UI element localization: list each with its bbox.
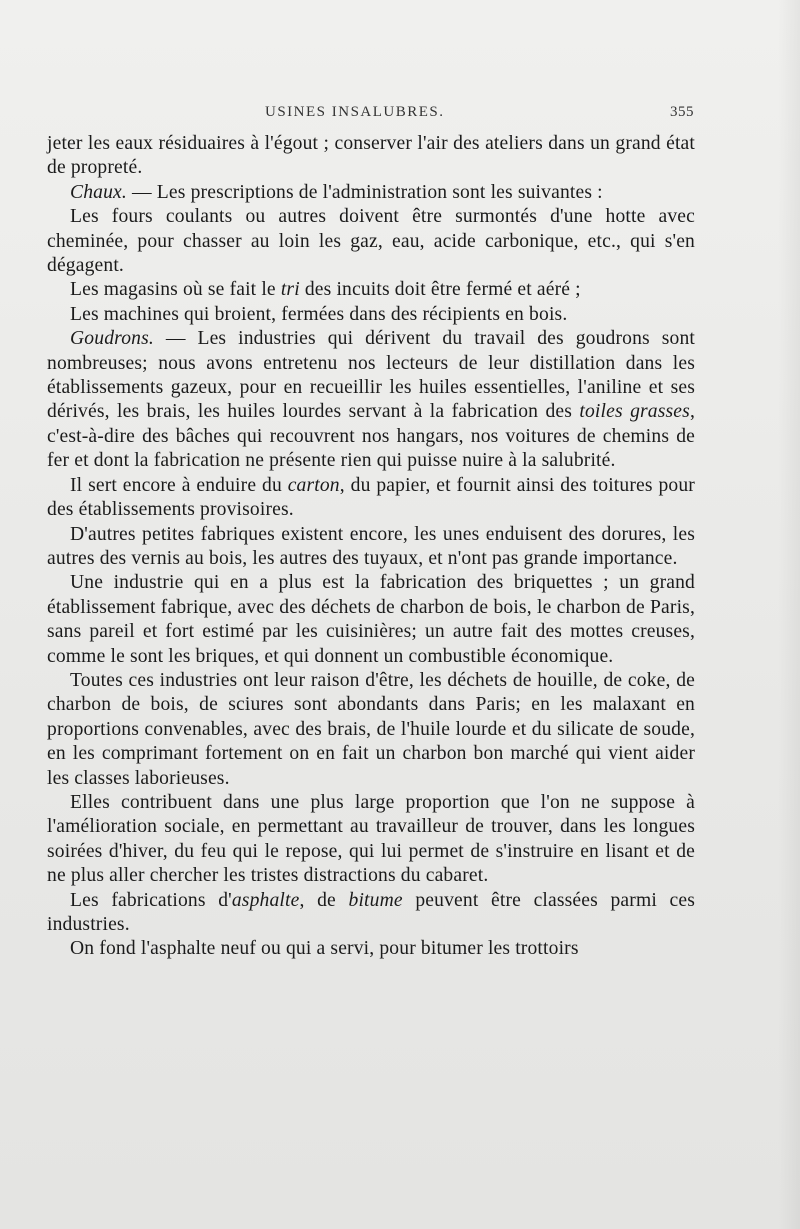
text-run: — Les industries qui dérivent du travail des goudrons sont nombreuses; nous avons entretenu nos lecteurs de leur distillation dans les établissements gazeux, pour en recueillir les huiles essentielles, l'aniline et ses dérivés, les brais, les huiles lourdes servant à la fabrication des xyxy=(47,328,695,423)
text-run: Les fabrications d' xyxy=(70,889,232,911)
text-run: Les machines qui broient, fermées dans des récipients en bois. xyxy=(70,303,568,325)
text-run: jeter les eaux résiduaires à l'égout ; conserver l'air des ateliers dans un grand état de propreté. xyxy=(47,133,695,179)
page-number: 355 xyxy=(670,104,694,120)
running-title: USINES INSALUBRES. xyxy=(265,104,445,120)
paragraph xyxy=(47,523,695,572)
text-run: Elles contribuent dans une plus large proportion que l'on ne suppose à l'amélioration sociale, en permettant au travailleur de trouver, dans les longues soirées d'hiver, du feu qui le repose, qui lui permet de s'instruire en lisant et de ne plus aller chercher les tristes distractions du cabaret. xyxy=(47,791,695,887)
text-run: Les magasins où se fait le xyxy=(70,279,281,301)
text-run: , du papier, et fournit ainsi des toitures pour des établissements provisoires. xyxy=(47,474,695,521)
paragraph xyxy=(47,669,695,791)
paragraph xyxy=(47,889,695,938)
text-run: D'autres petites fabriques existent encore, les unes enduisent des dorures, les autres des vernis au bois, les autres des tuyaux, et n'ont pas grande importance. xyxy=(47,523,695,569)
paragraph xyxy=(47,571,695,669)
text-run: des incuits doit être fermé et aéré ; xyxy=(299,279,581,301)
paragraph xyxy=(47,791,695,889)
paragraph xyxy=(47,474,695,523)
italic-text: asphalte xyxy=(231,889,300,911)
text-run: On fond l'asphalte neuf ou qui a servi, pour bitumer les trottoirs xyxy=(70,938,579,960)
italic-text: carton xyxy=(287,474,340,496)
paragraph xyxy=(47,132,695,181)
italic-text: Goudrons. xyxy=(70,328,154,350)
paragraph xyxy=(47,937,695,961)
paragraph xyxy=(47,181,695,205)
paragraph xyxy=(47,205,695,278)
text-run: Une industrie qui en a plus est la fabrication des briquettes ; un grand établissement fabrique, avec des déchets de charbon de bois, le charbon de Paris, sans pareil et fort estimé par les cuisinières; un autre fait des mottes creuses, comme le sont les briques, et qui donnent un combustible économique. xyxy=(47,572,695,667)
paragraph xyxy=(47,303,695,327)
text-run: — Les prescriptions de l'administration sont les suivantes : xyxy=(126,181,603,203)
paragraph xyxy=(47,278,695,302)
body-text xyxy=(47,132,695,962)
text-run: , de xyxy=(299,889,349,911)
italic-text: tri xyxy=(280,279,300,301)
italic-text: toiles grasses xyxy=(579,401,690,423)
text-run: Les fours coulants ou autres doivent être surmontés d'une hotte avec cheminée, pour chasser au loin les gaz, eau, acide carbonique, etc., qui s'en dégagent. xyxy=(47,206,695,277)
paragraph xyxy=(47,327,695,473)
text-run: Toutes ces industries ont leur raison d'être, les déchets de houille, de coke, de charbon de bois, de sciures sont abondants dans Paris; en les malaxant en proportions convenables, avec des brais, de l'huile lourde et du silicate de soude, en les comprimant fortement on en fait un charbon bon marché qui vient aider les classes laborieuses. xyxy=(47,669,695,789)
running-head xyxy=(0,104,800,126)
text-run: , c'est-à-dire des bâches qui recouvrent nos hangars, nos voitures de chemins de fer et dont la fabrication ne présente rien qui puisse nuire à la salubrité. xyxy=(47,401,695,472)
italic-text: bitume xyxy=(348,889,403,911)
text-run: peuvent être classées parmi ces industries. xyxy=(47,889,695,935)
text-run: Il sert encore à enduire du xyxy=(70,474,288,496)
italic-text: Chaux. xyxy=(70,181,127,203)
